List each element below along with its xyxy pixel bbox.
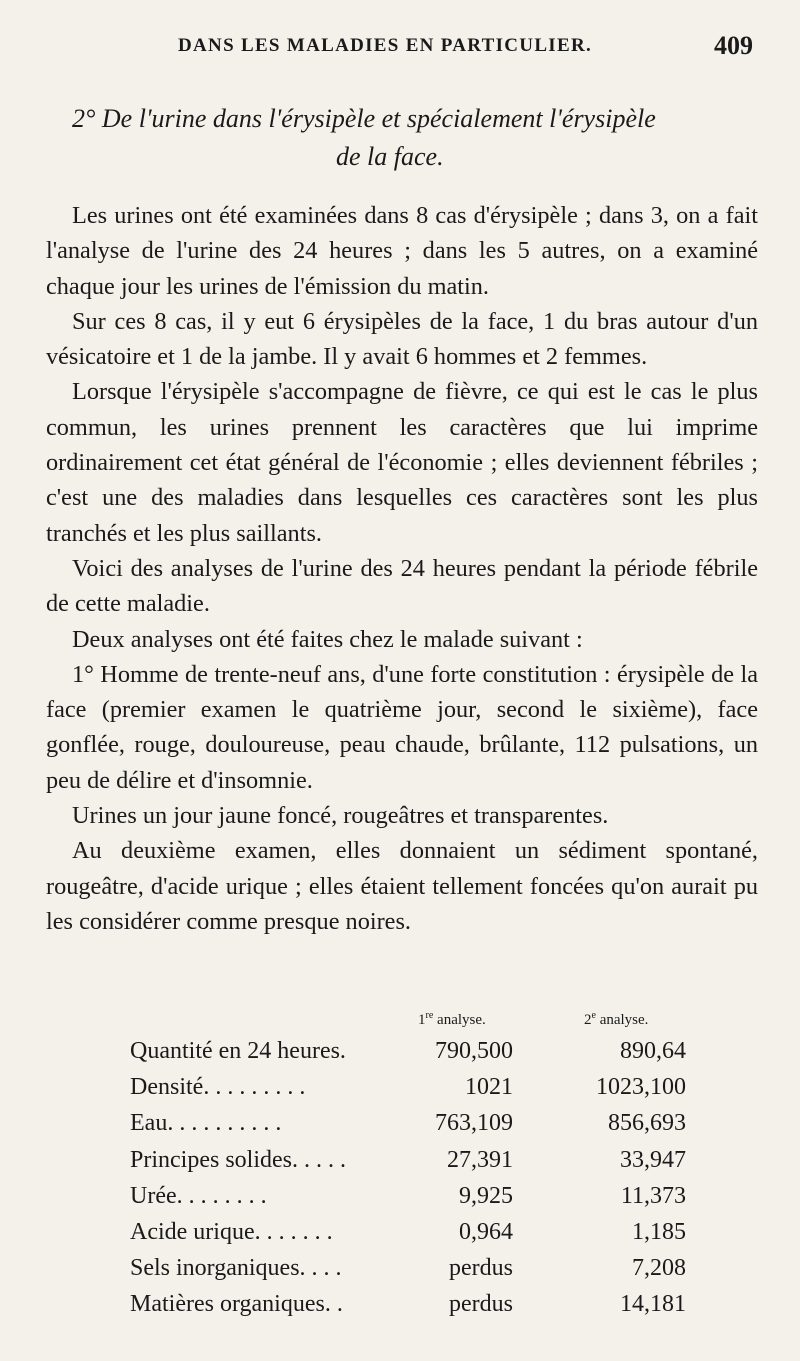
paragraph: Sur ces 8 cas, il y eut 6 érysipèles de la face, 1 du bras autour d'un vésicatoire et 1 de la jambe. Il y avait 6 hommes et 2 femmes. (46, 307, 758, 371)
page-header (0, 33, 800, 67)
row-label: Urée. . . . . . . . (130, 1183, 267, 1209)
row-label: Quantité en 24 heures. (130, 1038, 346, 1064)
second-analysis-value: 7,208 (632, 1255, 686, 1281)
first-analysis-value: perdus (449, 1255, 513, 1281)
table-row (0, 1183, 800, 1219)
row-label: Principes solides. . . . . (130, 1147, 346, 1173)
table-row (0, 1255, 800, 1291)
body-text (46, 198, 758, 939)
section-title-line-2: de la face. (336, 142, 444, 171)
column-header-first-analysis: 1re analyse. (418, 1010, 486, 1028)
second-analysis-value: 1023,100 (596, 1074, 686, 1100)
table-row (0, 1147, 800, 1183)
table-row (0, 1291, 800, 1327)
table-row (0, 1110, 800, 1146)
first-analysis-value: 27,391 (447, 1147, 513, 1173)
first-analysis-value: 763,109 (435, 1110, 513, 1136)
second-analysis-value: 1,185 (632, 1219, 686, 1245)
row-label: Sels inorganiques. . . . (130, 1255, 342, 1281)
paragraph: Deux analyses ont été faites chez le malade suivant : (72, 625, 583, 653)
section-title-line-1: 2° De l'urine dans l'érysipèle et spécialement l'érysipèle (72, 104, 656, 133)
first-analysis-value: 0,964 (459, 1219, 513, 1245)
row-label: Eau. . . . . . . . . . (130, 1110, 282, 1136)
paragraph: Lorsque l'érysipèle s'accompagne de fièvre, ce qui est le cas le plus commun, les urines prennent les caractères que lui imprime ordinairement cet état général de l'économie ; elles deviennent fébriles ; c'est une des maladies dans lesquelles ces caractères sont les plus tranchés et les plus saillants. (46, 378, 758, 547)
paragraph: Les urines ont été examinées dans 8 cas d'érysipèle ; dans 3, on a fait l'analyse de l'urine des 24 heures ; dans les 5 autres, on a examiné chaque jour les urines de l'émission du matin. (46, 202, 758, 300)
paragraph: Voici des analyses de l'urine des 24 heures pendant la période fébrile de cette maladie. (46, 554, 758, 618)
table-row (0, 1038, 800, 1074)
second-analysis-value: 14,181 (620, 1291, 686, 1317)
paragraph: Urines un jour jaune foncé, rougeâtres et transparentes. (72, 802, 609, 830)
page-number: 409 (714, 31, 753, 60)
second-analysis-value: 11,373 (620, 1183, 686, 1209)
second-analysis-value: 33,947 (620, 1147, 686, 1173)
first-analysis-value: 1021 (465, 1074, 513, 1100)
paragraph: 1° Homme de trente-neuf ans, d'une forte constitution : érysipèle de la face (premier examen le quatrième jour, second le sixième), face gonflée, rouge, douloureuse, peau chaude, brûlante, 112 pulsations, un peu de délire et d'insomnie. (46, 660, 758, 794)
row-label: Densité. . . . . . . . . (130, 1074, 306, 1100)
table-row (0, 1219, 800, 1255)
row-label: Matières organiques. . (130, 1291, 343, 1317)
table-row (0, 1074, 800, 1110)
running-head: DANS LES MALADIES EN PARTICULIER. (178, 35, 593, 56)
second-analysis-value: 856,693 (608, 1110, 686, 1136)
second-analysis-value: 890,64 (620, 1038, 686, 1064)
paragraph: Au deuxième examen, elles donnaient un sédiment spontané, rougeâtre, d'acide urique ; elles étaient tellement foncées qu'on aurait pu les considérer comme presque noires. (46, 837, 758, 935)
first-analysis-value: 9,925 (459, 1183, 513, 1209)
row-label: Acide urique. . . . . . . (130, 1219, 333, 1245)
column-header-second-analysis: 2e analyse. (584, 1010, 649, 1028)
first-analysis-value: 790,500 (435, 1038, 513, 1064)
section-title (60, 100, 760, 176)
first-analysis-value: perdus (449, 1291, 513, 1317)
